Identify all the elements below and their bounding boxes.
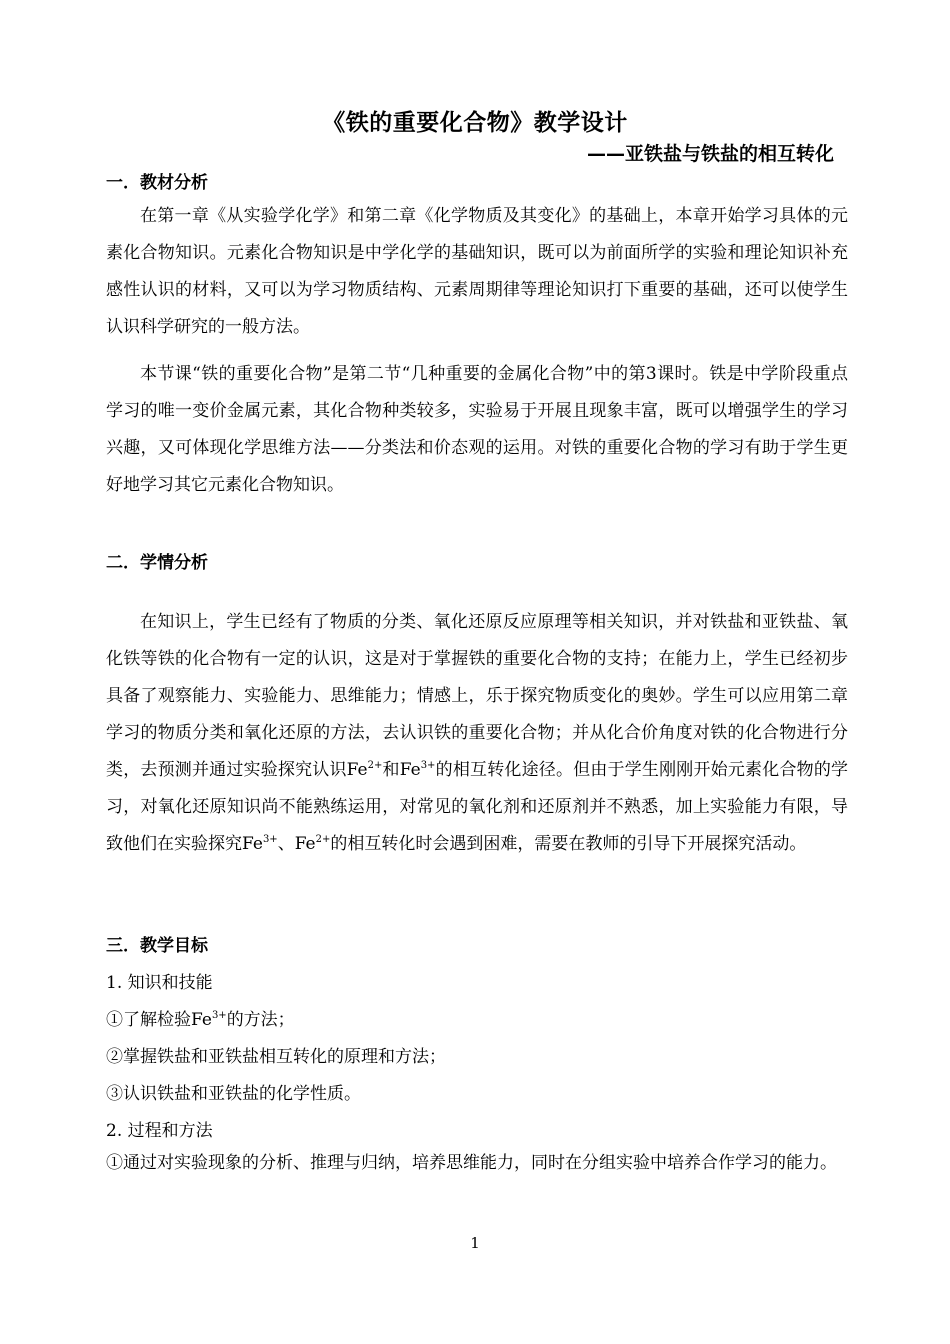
fe2-charge: 2+ — [367, 760, 383, 771]
objective-text: ①了解检验 — [106, 1010, 191, 1030]
section2-text-b: 的相互转化途径。但由于学生刚刚开始元素化合物的学习，对氧化还原知识尚不能熟练运用，对常见的氧化剂和还原剂并不熟悉，加上实验能力有限，导致他们在实验探究 — [106, 760, 849, 854]
document-subtitle: ——亚铁盐与铁盐的相互转化 — [586, 143, 834, 165]
section2-text-c: 的相互转化时会遇到困难，需要在教师的引导下开展探究活动。 — [330, 834, 807, 854]
document-title: 《铁的重要化合物》教学设计 — [322, 110, 628, 136]
section-heading-2: 二．学情分析 — [106, 553, 208, 573]
fe2-charge: 2+ — [315, 834, 331, 845]
objective-knowledge-1 — [106, 1005, 295, 1030]
fe-symbol: Fe — [191, 1010, 212, 1030]
section2-text-a: 在知识上，学生已经有了物质的分类、氧化还原反应原理等相关知识，并对铁盐和亚铁盐、氧化铁等铁的化合物有一定的认识，这是对于掌握铁的重要化合物的支持；在能力上，学生已经初步具备了观察能力、实验能力、思维能力；情感上，乐于探究物质变化的奥妙。学生可以应用第二章学习的物质分类和氧化还原的方法，去认识铁的重要化合物；并从化合价角度对铁的化合物进行分类，去预测并通过实验探究认识 — [106, 612, 848, 780]
fe-symbol: Fe — [242, 834, 263, 854]
separator-text: 、 — [277, 834, 295, 854]
objective-knowledge-3: ③认识铁盐和亚铁盐的化学性质。 — [106, 1084, 361, 1104]
section-heading-1: 一．教材分析 — [106, 173, 208, 193]
section2-paragraph-1 — [106, 604, 848, 863]
section1-paragraph-2: 本节课“铁的重要化合物”是第二节“几种重要的金属化合物”中的第3课时。铁是中学阶段重点学习的唯一变价金属元素，其化合物种类较多，实验易于开展且现象丰富，既可以增强学生的学习兴趣，又可体现化学思维方法——分类法和价态观的运用。对铁的重要化合物的学习有助于学生更好地学习其它元素化合物知识。 — [106, 364, 848, 495]
fe3-charge: 3+ — [211, 1010, 227, 1021]
objective-text: 的方法； — [226, 1010, 295, 1030]
objective-method-1: ①通过对实验现象的分析、推理与归纳，培养思维能力，同时在分组实验中培养合作学习的能力。 — [106, 1153, 837, 1173]
fe-symbol: Fe — [294, 834, 316, 854]
objective-knowledge-title: 1. 知识和技能 — [106, 973, 213, 993]
fe-symbol: Fe — [346, 760, 368, 780]
objective-method-title: 2. 过程和方法 — [106, 1121, 213, 1141]
and-text: 和 — [382, 760, 400, 780]
fe-symbol: Fe — [399, 760, 421, 780]
section1-paragraph-1: 在第一章《从实验学化学》和第二章《化学物质及其变化》的基础上，本章开始学习具体的元素化合物知识。元素化合物知识是中学化学的基础知识，既可以为前面所学的实验和理论知识补充感性认识的材料，又可以为学习物质结构、元素周期律等理论知识打下重要的基础，还可以使学生认识科学研究的一般方法。 — [106, 206, 848, 337]
objective-knowledge-2: ②掌握铁盐和亚铁盐相互转化的原理和方法； — [106, 1047, 446, 1067]
page-number: 1 — [470, 1234, 480, 1252]
section-heading-3: 三．教学目标 — [106, 936, 208, 956]
fe3-charge: 3+ — [262, 834, 278, 845]
fe3-charge: 3+ — [420, 760, 436, 771]
